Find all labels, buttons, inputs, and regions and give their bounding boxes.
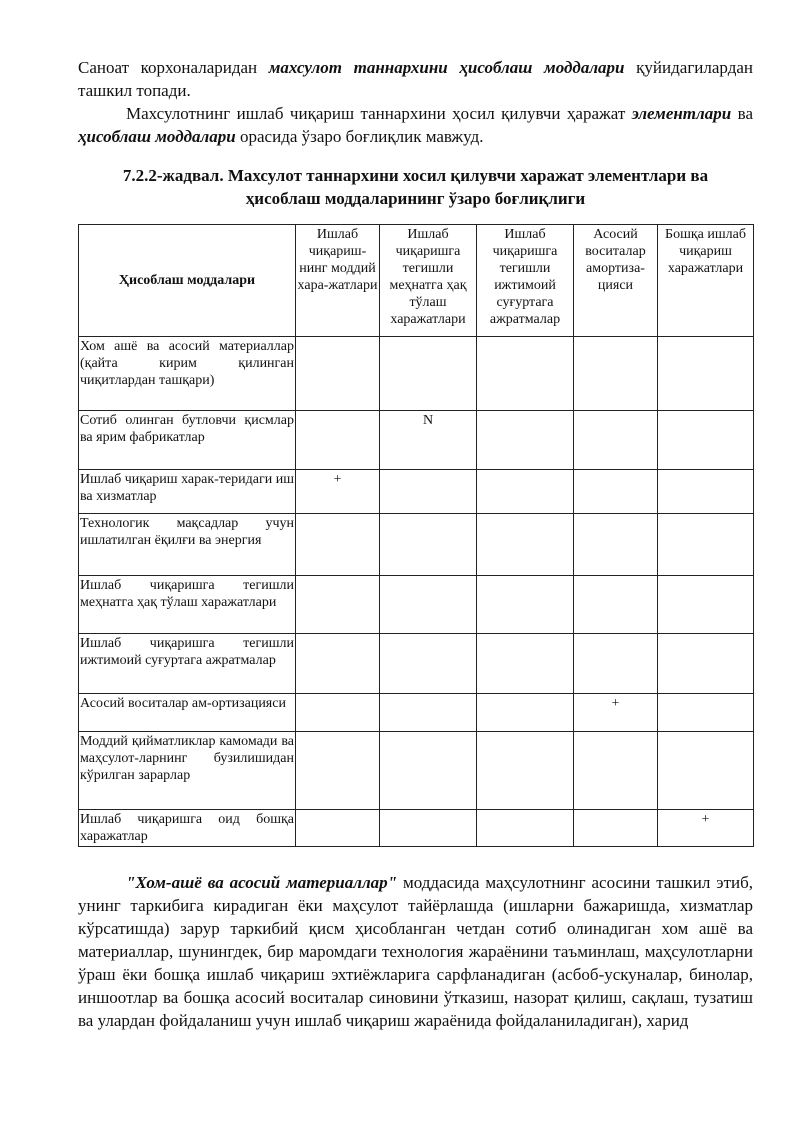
- table-row: [79, 732, 754, 810]
- document-page: [78, 56, 753, 1032]
- table-cell: [574, 810, 658, 847]
- intro2-text: Махсулотнинг ишлаб чиқариш таннархини ҳосил қилувчи ҳаражат: [126, 104, 632, 123]
- column-header: Ишлаб чиқаришга тегишли меҳнатга ҳақ тўлаш харажатлари: [380, 225, 477, 337]
- body-paragraph: [78, 871, 753, 1032]
- table-cell: [296, 337, 380, 411]
- table-header-row: [79, 225, 754, 337]
- intro2-emphasis-2: ҳисоблаш моддалари: [78, 127, 236, 146]
- table-cell: [658, 470, 754, 514]
- table-row: [79, 810, 754, 847]
- table-cell: [477, 411, 574, 470]
- column-header: Бошқа ишлаб чиқариш харажатлари: [658, 225, 754, 337]
- body-text: моддасида маҳсулотнинг асосини ташкил этиб, унинг таркибига кирадиган ёки маҳсулот тайёрлашда (ишларни бажаришда, хизматлар кўрсатишда) зарур таркибий қисм ҳисобланган четдан сотиб олинадиган хом ашё ва материаллар, шунингдек, бир маромдаги технология жараёнини таъминлаш, маҳсулотларни ўраш ёки бошқа ишлаб чиқариш эхтиёжларига сарфланадиган (асбоб-ускуналар, бинолар, иншоотлар ва бошқа асосий воситалар синовини ўтказиш, назорат қилиш, сақлаш, тузатиш ва улардан фойдаланиш учун ишлаб чиқариш жараёнида фойдаланиладиган), харид: [78, 873, 753, 1030]
- intro-text: Саноат корхоналаридан: [78, 58, 269, 77]
- table-cell: [658, 337, 754, 411]
- table-cell: [380, 470, 477, 514]
- row-label: Асосий воситалар ам-ортизацияси: [79, 694, 296, 732]
- table-caption-line-2: ҳисоблаш моддаларининг ўзаро боғлиқлиги: [245, 189, 586, 208]
- column-header: Ишлаб чиқариш-нинг моддий хара-жатлари: [296, 225, 380, 337]
- table-cell: [296, 576, 380, 634]
- table-cell: [380, 732, 477, 810]
- table-cell: [477, 732, 574, 810]
- row-label: Сотиб олинган бутловчи қисмлар ва ярим фабрикатлар: [79, 411, 296, 470]
- intro-emphasis: махсулот таннархини ҳисоблаш моддалари: [268, 58, 625, 77]
- table-cell: [296, 514, 380, 576]
- table-cell: [658, 514, 754, 576]
- table-row: [79, 337, 754, 411]
- row-label: Технологик мақсадлар учун ишлатилган ёқилғи ва энергия: [79, 514, 296, 576]
- table-cell: N: [380, 411, 477, 470]
- table-cell: [380, 810, 477, 847]
- table-cell: [477, 514, 574, 576]
- table-cell: +: [658, 810, 754, 847]
- row-label: Ишлаб чиқариш харак-теридаги иш ва хизматлар: [79, 470, 296, 514]
- table-cell: [574, 337, 658, 411]
- row-header-cell: Ҳисоблаш моддалари: [79, 225, 296, 337]
- table-cell: [380, 634, 477, 694]
- table-row: [79, 576, 754, 634]
- table-cell: [477, 694, 574, 732]
- row-label: Ишлаб чиқаришга тегишли ижтимоий суғуртага ажратмалар: [79, 634, 296, 694]
- table-row: [79, 634, 754, 694]
- table-cell: [296, 810, 380, 847]
- table-cell: [574, 470, 658, 514]
- table-cell: [658, 576, 754, 634]
- table-cell: [477, 337, 574, 411]
- table-cell: [658, 732, 754, 810]
- cost-elements-table: [78, 224, 754, 847]
- intro-paragraph-2: [78, 102, 753, 148]
- table-row: [79, 694, 754, 732]
- row-label: Хом ашё ва асосий материаллар (қайта кирим қилинган чиқитлардан ташқари): [79, 337, 296, 411]
- table-cell: +: [296, 470, 380, 514]
- table-cell: [658, 634, 754, 694]
- intro-paragraph-1: [78, 56, 753, 102]
- intro2-text-mid: ва: [731, 104, 753, 123]
- table-cell: [574, 634, 658, 694]
- table-cell: [658, 411, 754, 470]
- table-cell: +: [574, 694, 658, 732]
- intro2-text-end: орасида ўзаро боғлиқлик мавжуд.: [235, 127, 484, 146]
- table-cell: [477, 810, 574, 847]
- intro2-emphasis-1: элементлари: [631, 104, 732, 123]
- table-cell: [477, 634, 574, 694]
- column-header: Ишлаб чиқаришга тегишли ижтимоий суғуртага ажратмалар: [477, 225, 574, 337]
- row-label: Моддий қийматликлар камомади ва маҳсулот-ларнинг бузилишидан кўрилган зарарлар: [79, 732, 296, 810]
- body-emphasis: "Хом-ашё ва асосий материаллар": [126, 873, 398, 892]
- table-cell: [658, 694, 754, 732]
- table-cell: [574, 514, 658, 576]
- table-cell: [380, 337, 477, 411]
- row-label: Ишлаб чиқаришга оид бошқа харажатлар: [79, 810, 296, 847]
- table-cell: [477, 470, 574, 514]
- table-cell: [477, 576, 574, 634]
- table-cell: [296, 694, 380, 732]
- table-row: [79, 514, 754, 576]
- table-cell: [296, 634, 380, 694]
- table-cell: [296, 411, 380, 470]
- table-caption-line-1: 7.2.2-жадвал. Махсулот таннархини хосил қилувчи харажат элементлари ва: [122, 166, 709, 185]
- table-caption: [78, 164, 753, 210]
- table-cell: [380, 514, 477, 576]
- table-cell: [574, 411, 658, 470]
- intro-text-end: қуйидагилардан ташкил топади.: [78, 58, 753, 100]
- table-cell: [574, 732, 658, 810]
- table-row: [79, 470, 754, 514]
- table-cell: [296, 732, 380, 810]
- table-cell: [574, 576, 658, 634]
- table-cell: [380, 576, 477, 634]
- row-label: Ишлаб чиқаришга тегишли меҳнатга ҳақ тўлаш харажатлари: [79, 576, 296, 634]
- column-header: Асосий воситалар амортиза-цияси: [574, 225, 658, 337]
- table-row: [79, 411, 754, 470]
- table-cell: [380, 694, 477, 732]
